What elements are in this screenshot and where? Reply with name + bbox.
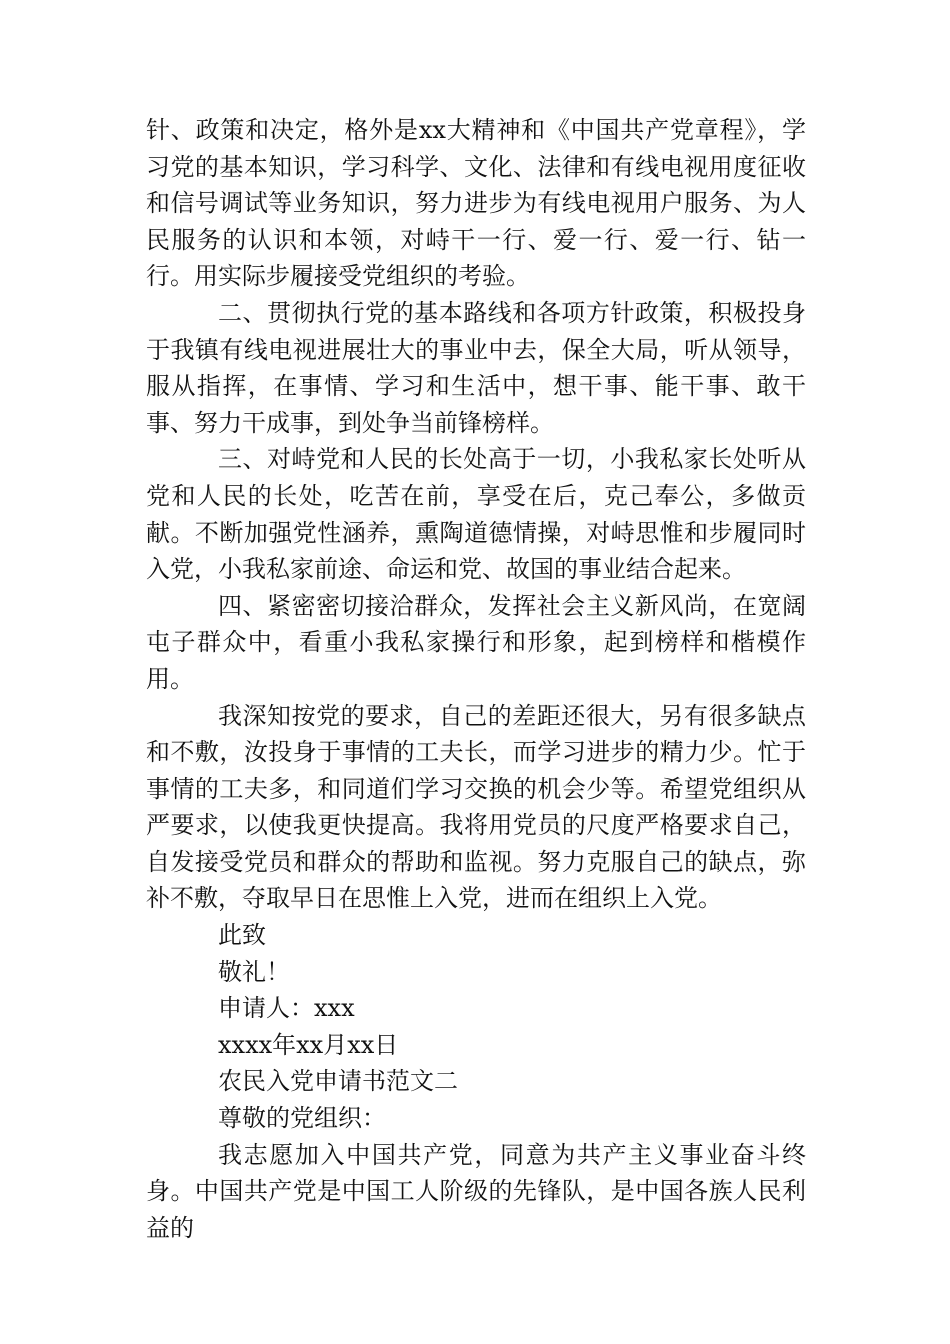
paragraph-point-three: 三、对峙党和人民的长处高于一切，小我私家长处听从党和人民的长处，吃苦在前，享受在后，克己奉公，多做贡献。不断加强党性涵养，熏陶道德情操，对峙思惟和步履同时入党，小我私家前途、命运和党、故国的事业结合起来。 xyxy=(146,445,806,584)
document-body xyxy=(146,112,806,1246)
paragraph-continuation: 针、政策和决定，格外是xx大精神和《中国共产党章程》，学习党的基本知识，学习科学、文化、法律和有线电视用度征收和信号调试等业务知识，努力进步为有线电视用户服务、为人民服务的认识和本领，对峙干一行、爱一行、爱一行、钻一行。用实际步履接受党组织的考验。 xyxy=(146,116,806,291)
paragraph-point-four: 四、紧密密切接洽群众，发挥社会主义新风尚，在宽阔屯子群众中，看重小我私家操行和形象，起到榜样和楷模作用。 xyxy=(146,591,806,693)
second-letter-paragraph: 我志愿加入中国共产党，同意为共产主义事业奋斗终身。中国共产党是中国工人阶级的先锋队，是中国各族人民利益的 xyxy=(146,1140,806,1242)
applicant-signature: 申请人：xxx xyxy=(218,994,355,1023)
second-letter-title: 农民入党申请书范文二 xyxy=(218,1067,458,1096)
paragraph-self-assessment: 我深知按党的要求，自己的差距还很大，另有很多缺点和不敷，汝投身于事情的工夫长，而学习进步的精力少。忙于事情的工夫多，和同道们学习交换的机会少等。希望党组织从严要求，以使我更快提高。我将用党员的尺度严格要求自己，自发接受党员和群众的帮助和监视。努力克服自己的缺点，弥补不敷，夺取早日在思惟上入党，进而在组织上入党。 xyxy=(146,701,806,913)
paragraph-point-two: 二、贯彻执行党的基本路线和各项方针政策，积极投身于我镇有线电视进展壮大的事业中去，保全大局，听从领导，服从指挥，在事情、学习和生活中，想干事、能干事、敢干事、努力干成事，到处争当前锋榜样。 xyxy=(146,298,806,437)
closing-regards: 敬礼！ xyxy=(218,957,290,986)
closing-salutation: 此致 xyxy=(218,921,266,950)
application-date: xxxx年xx月xx日 xyxy=(218,1030,399,1059)
second-letter-greeting: 尊敬的党组织： xyxy=(218,1104,386,1133)
